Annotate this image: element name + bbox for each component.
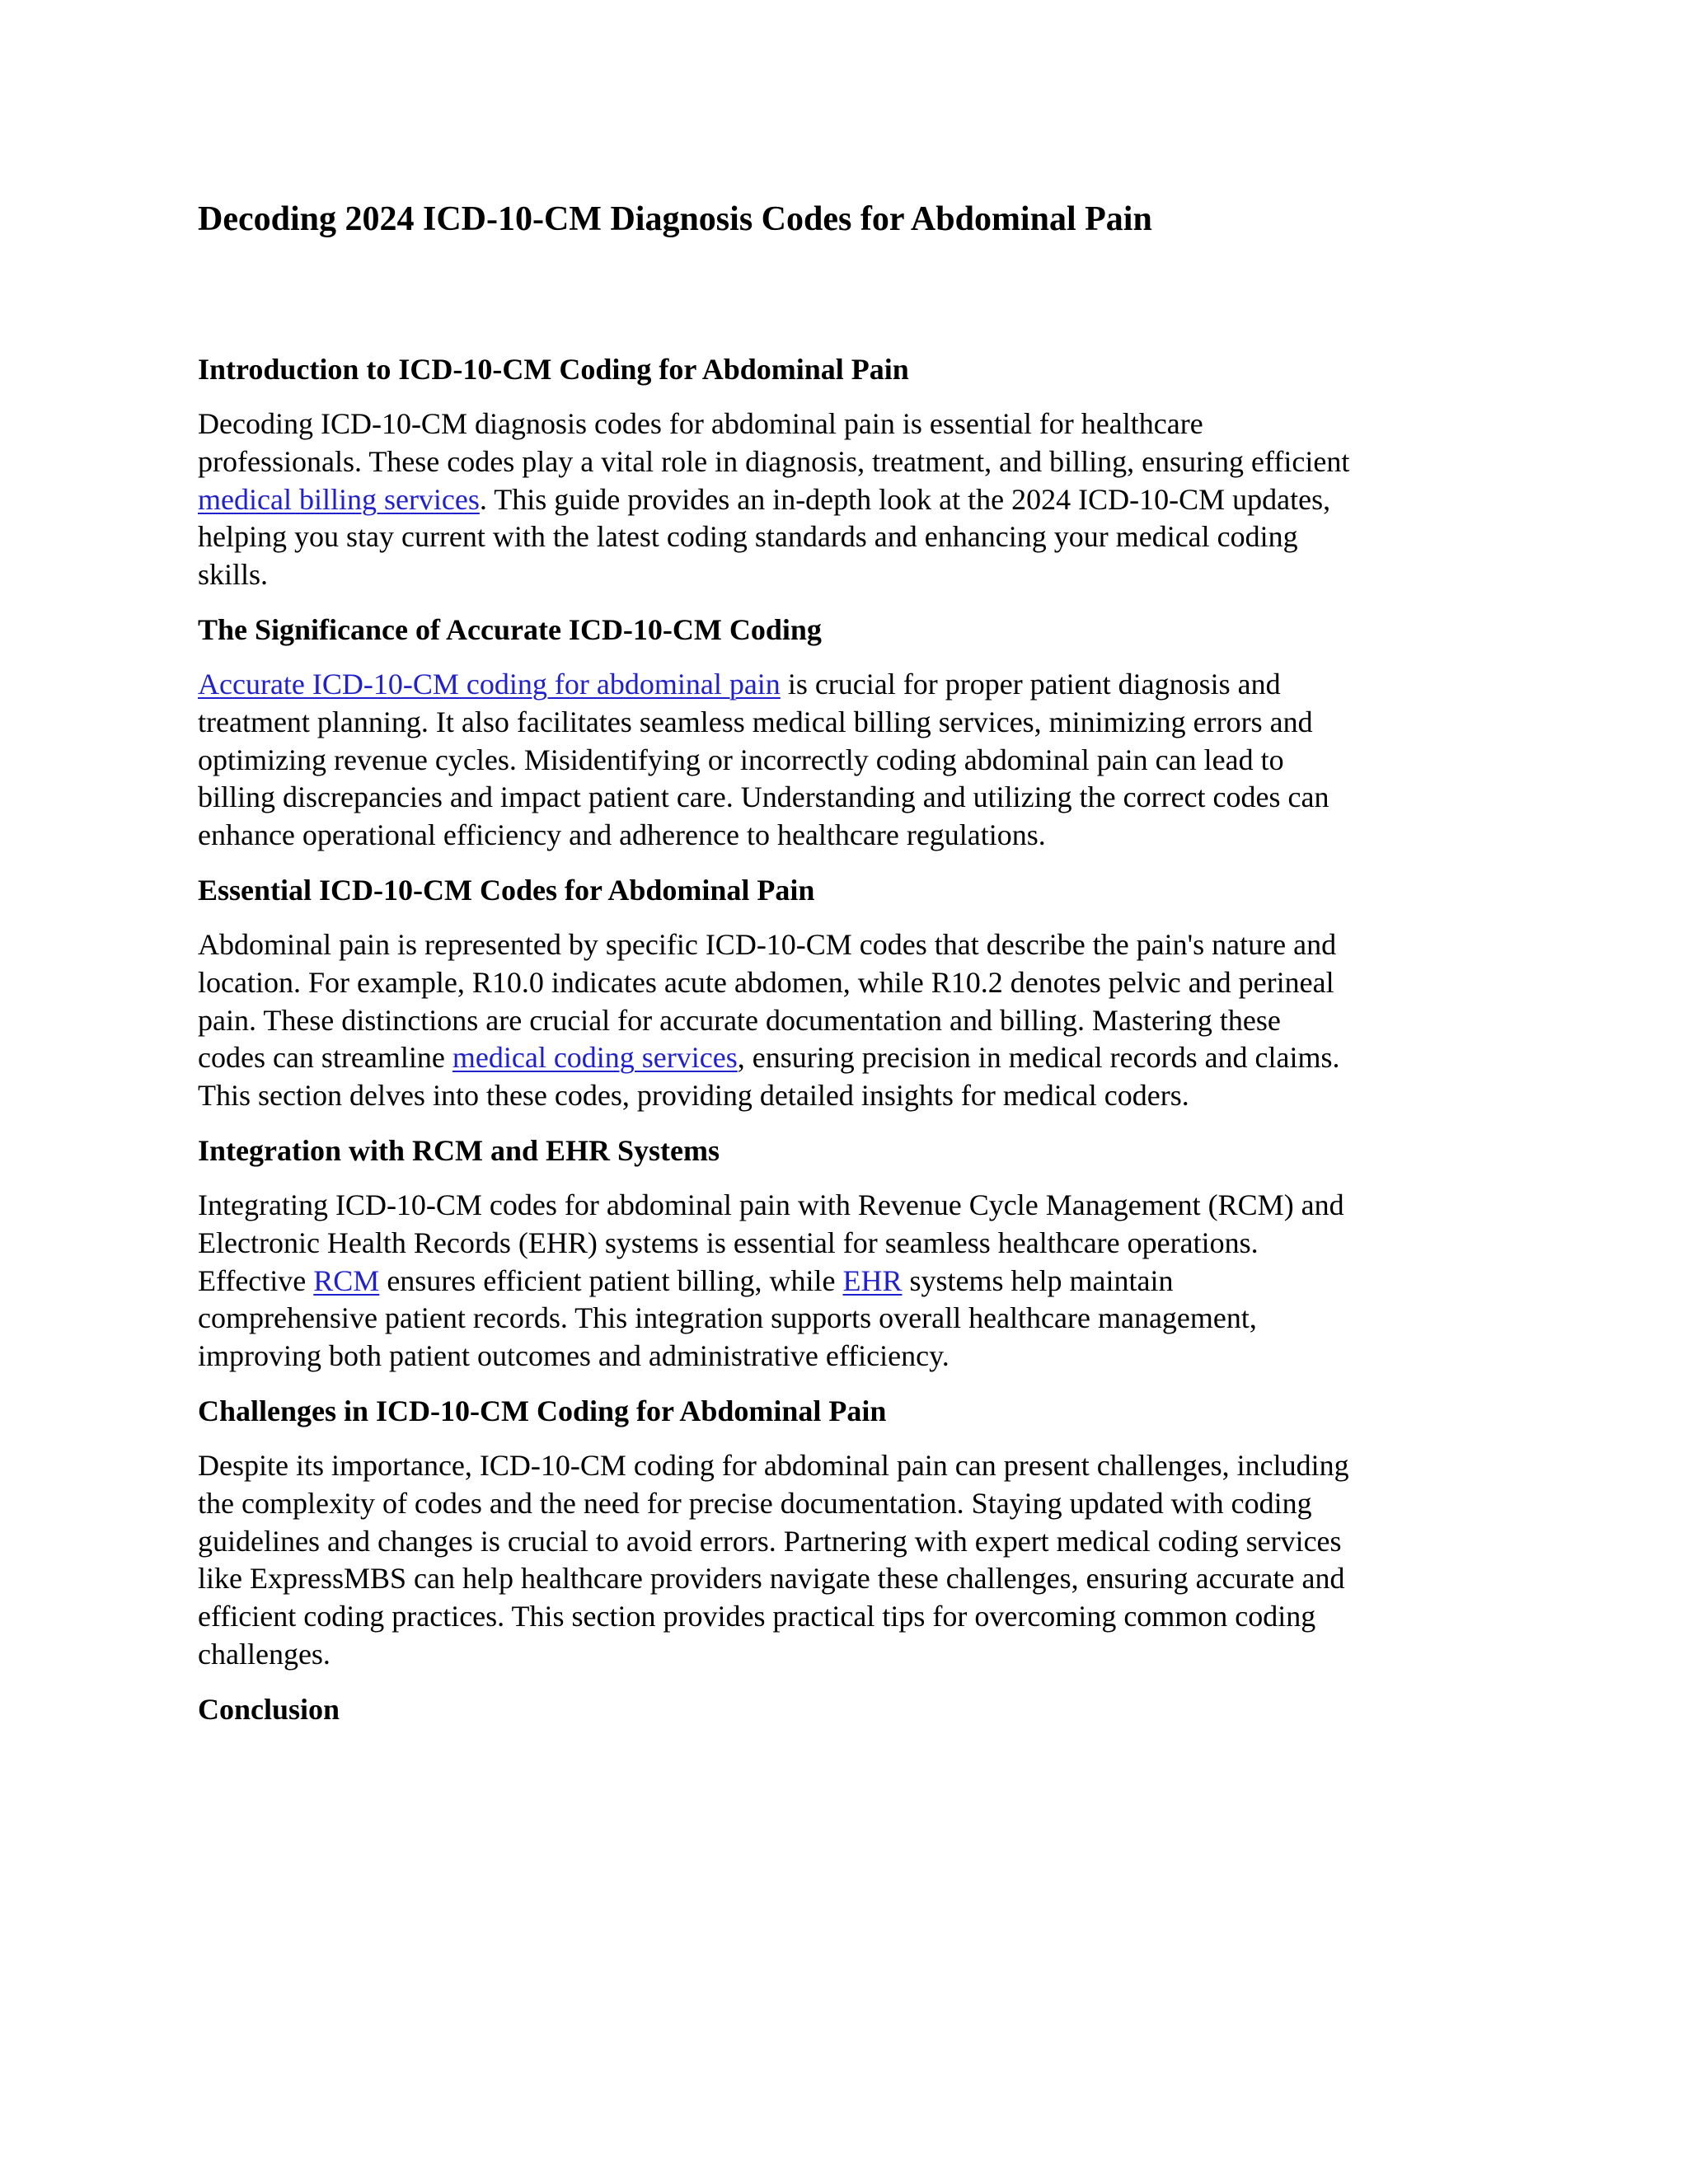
paragraph-text: . This guide provides an in-depth look at the 2024 ICD-10-CM updates,: [479, 482, 1331, 516]
paragraph-text: , ensuring precision in medical records and claims.: [737, 1041, 1340, 1075]
paragraph-line: [198, 704, 1484, 742]
paragraph-line: [198, 1300, 1484, 1338]
link-medical-coding-services[interactable]: medical coding services: [452, 1041, 738, 1075]
paragraph-line: [198, 1039, 1484, 1077]
section-paragraph: [198, 1447, 1484, 1674]
section-heading-the-significance-of-accurate-icd-10-cm-coding: The Significance of Accurate ICD-10-CM Coding: [198, 612, 822, 646]
paragraph-text: like ExpressMBS can help healthcare providers navigate these challenges, ensuring accurate and: [198, 1562, 1345, 1596]
paragraph-line: [198, 1077, 1484, 1115]
paragraph-line: [198, 1263, 1484, 1301]
paragraph-text: This section delves into these codes, providing detailed insights for medical coders.: [198, 1079, 1189, 1113]
paragraph-line: [198, 666, 1484, 704]
paragraph-text: Effective: [198, 1263, 314, 1297]
paragraph-text: Electronic Health Records (EHR) systems is essential for seamless healthcare operations.: [198, 1226, 1259, 1259]
paragraph-text: systems help maintain: [902, 1263, 1174, 1297]
paragraph-line: [198, 518, 1484, 556]
paragraph-text: skills.: [198, 558, 269, 592]
section-heading-conclusion: Conclusion: [198, 1692, 340, 1726]
paragraph-line: [198, 443, 1484, 481]
section-heading-challenges-in-icd-10-cm-coding-for-abdominal-pain: Challenges in ICD-10-CM Coding for Abdominal Pain: [198, 1394, 887, 1427]
paragraph-line: [198, 1187, 1484, 1225]
paragraph-text: challenges.: [198, 1637, 331, 1671]
paragraph-line: [198, 1338, 1484, 1376]
link-ehr[interactable]: EHR: [842, 1263, 903, 1297]
document-body: [198, 348, 1484, 1746]
paragraph-text: billing discrepancies and impact patient care. Understanding and utilizing the correct codes can: [198, 780, 1329, 814]
paragraph-text: guidelines and changes is crucial to avoid errors. Partnering with expert medical coding services: [198, 1524, 1342, 1558]
paragraph-line: [198, 964, 1484, 1002]
document-title: Decoding 2024 ICD-10-CM Diagnosis Codes for Abdominal Pain: [198, 200, 1152, 238]
paragraph-line: [198, 1447, 1484, 1485]
paragraph-text: professionals. These codes play a vital role in diagnosis, treatment, and billing, ensuring efficient: [198, 444, 1350, 478]
link-accurate-icd-10-cm-coding-for-abdominal-pain[interactable]: Accurate ICD-10-CM coding for abdominal pain: [198, 667, 781, 701]
link-medical-billing-services[interactable]: medical billing services: [198, 482, 480, 516]
paragraph-line: [198, 1523, 1484, 1561]
paragraph-line: [198, 742, 1484, 780]
section-heading-essential-icd-10-cm-codes-for-abdominal-pain: Essential ICD-10-CM Codes for Abdominal Pain: [198, 873, 815, 907]
paragraph-text: is crucial for proper patient diagnosis and: [780, 667, 1281, 701]
paragraph-text: ensures efficient patient billing, while: [379, 1263, 843, 1297]
paragraph-text: efficient coding practices. This section provides practical tips for overcoming common coding: [198, 1600, 1316, 1633]
paragraph-text: codes can streamline: [198, 1041, 452, 1075]
paragraph-text: Decoding ICD-10-CM diagnosis codes for abdominal pain is essential for healthcare: [198, 407, 1203, 440]
paragraph-line: [198, 817, 1484, 855]
paragraph-text: improving both patient outcomes and administrative efficiency.: [198, 1339, 950, 1373]
section-heading-integration-with-rcm-and-ehr-systems: Integration with RCM and EHR Systems: [198, 1133, 720, 1167]
paragraph-line: [198, 1636, 1484, 1674]
paragraph-text: helping you stay current with the latest coding standards and enhancing your medical coding: [198, 520, 1298, 554]
paragraph-line: [198, 779, 1484, 817]
paragraph-line: [198, 1002, 1484, 1040]
paragraph-line: [198, 1598, 1484, 1636]
paragraph-line: [198, 1560, 1484, 1598]
paragraph-text: pain. These distinctions are crucial for accurate documentation and billing. Mastering these: [198, 1003, 1281, 1037]
section-paragraph: [198, 1187, 1484, 1376]
section-paragraph: [198, 926, 1484, 1115]
paragraph-text: Integrating ICD-10-CM codes for abdominal pain with Revenue Cycle Management (RCM) and: [198, 1188, 1344, 1221]
paragraph-line: [198, 556, 1484, 594]
paragraph-text: Abdominal pain is represented by specific ICD-10-CM codes that describe the pain's nature and: [198, 927, 1337, 961]
paragraph-line: [198, 481, 1484, 519]
paragraph-line: [198, 926, 1484, 964]
paragraph-text: location. For example, R10.0 indicates acute abdomen, while R10.2 denotes pelvic and perineal: [198, 965, 1334, 999]
link-rcm[interactable]: RCM: [313, 1263, 380, 1297]
paragraph-text: comprehensive patient records. This integration supports overall healthcare management,: [198, 1301, 1257, 1335]
paragraph-line: [198, 1225, 1484, 1263]
section-paragraph: [198, 405, 1484, 594]
section-heading-introduction-to-icd-10-cm-coding-for-abdominal-pain: Introduction to ICD-10-CM Coding for Abdominal Pain: [198, 353, 909, 386]
paragraph-text: the complexity of codes and the need for precise documentation. Staying updated with coding: [198, 1486, 1312, 1520]
paragraph-text: optimizing revenue cycles. Misidentifying or incorrectly coding abdominal pain can lead to: [198, 743, 1284, 776]
paragraph-text: Despite its importance, ICD-10-CM coding for abdominal pain can present challenges, including: [198, 1448, 1349, 1482]
paragraph-line: [198, 405, 1484, 443]
paragraph-line: [198, 1485, 1484, 1523]
section-paragraph: [198, 666, 1484, 855]
paragraph-text: enhance operational efficiency and adherence to healthcare regulations.: [198, 818, 1046, 852]
paragraph-text: treatment planning. It also facilitates seamless medical billing services, minimizing errors and: [198, 705, 1313, 738]
